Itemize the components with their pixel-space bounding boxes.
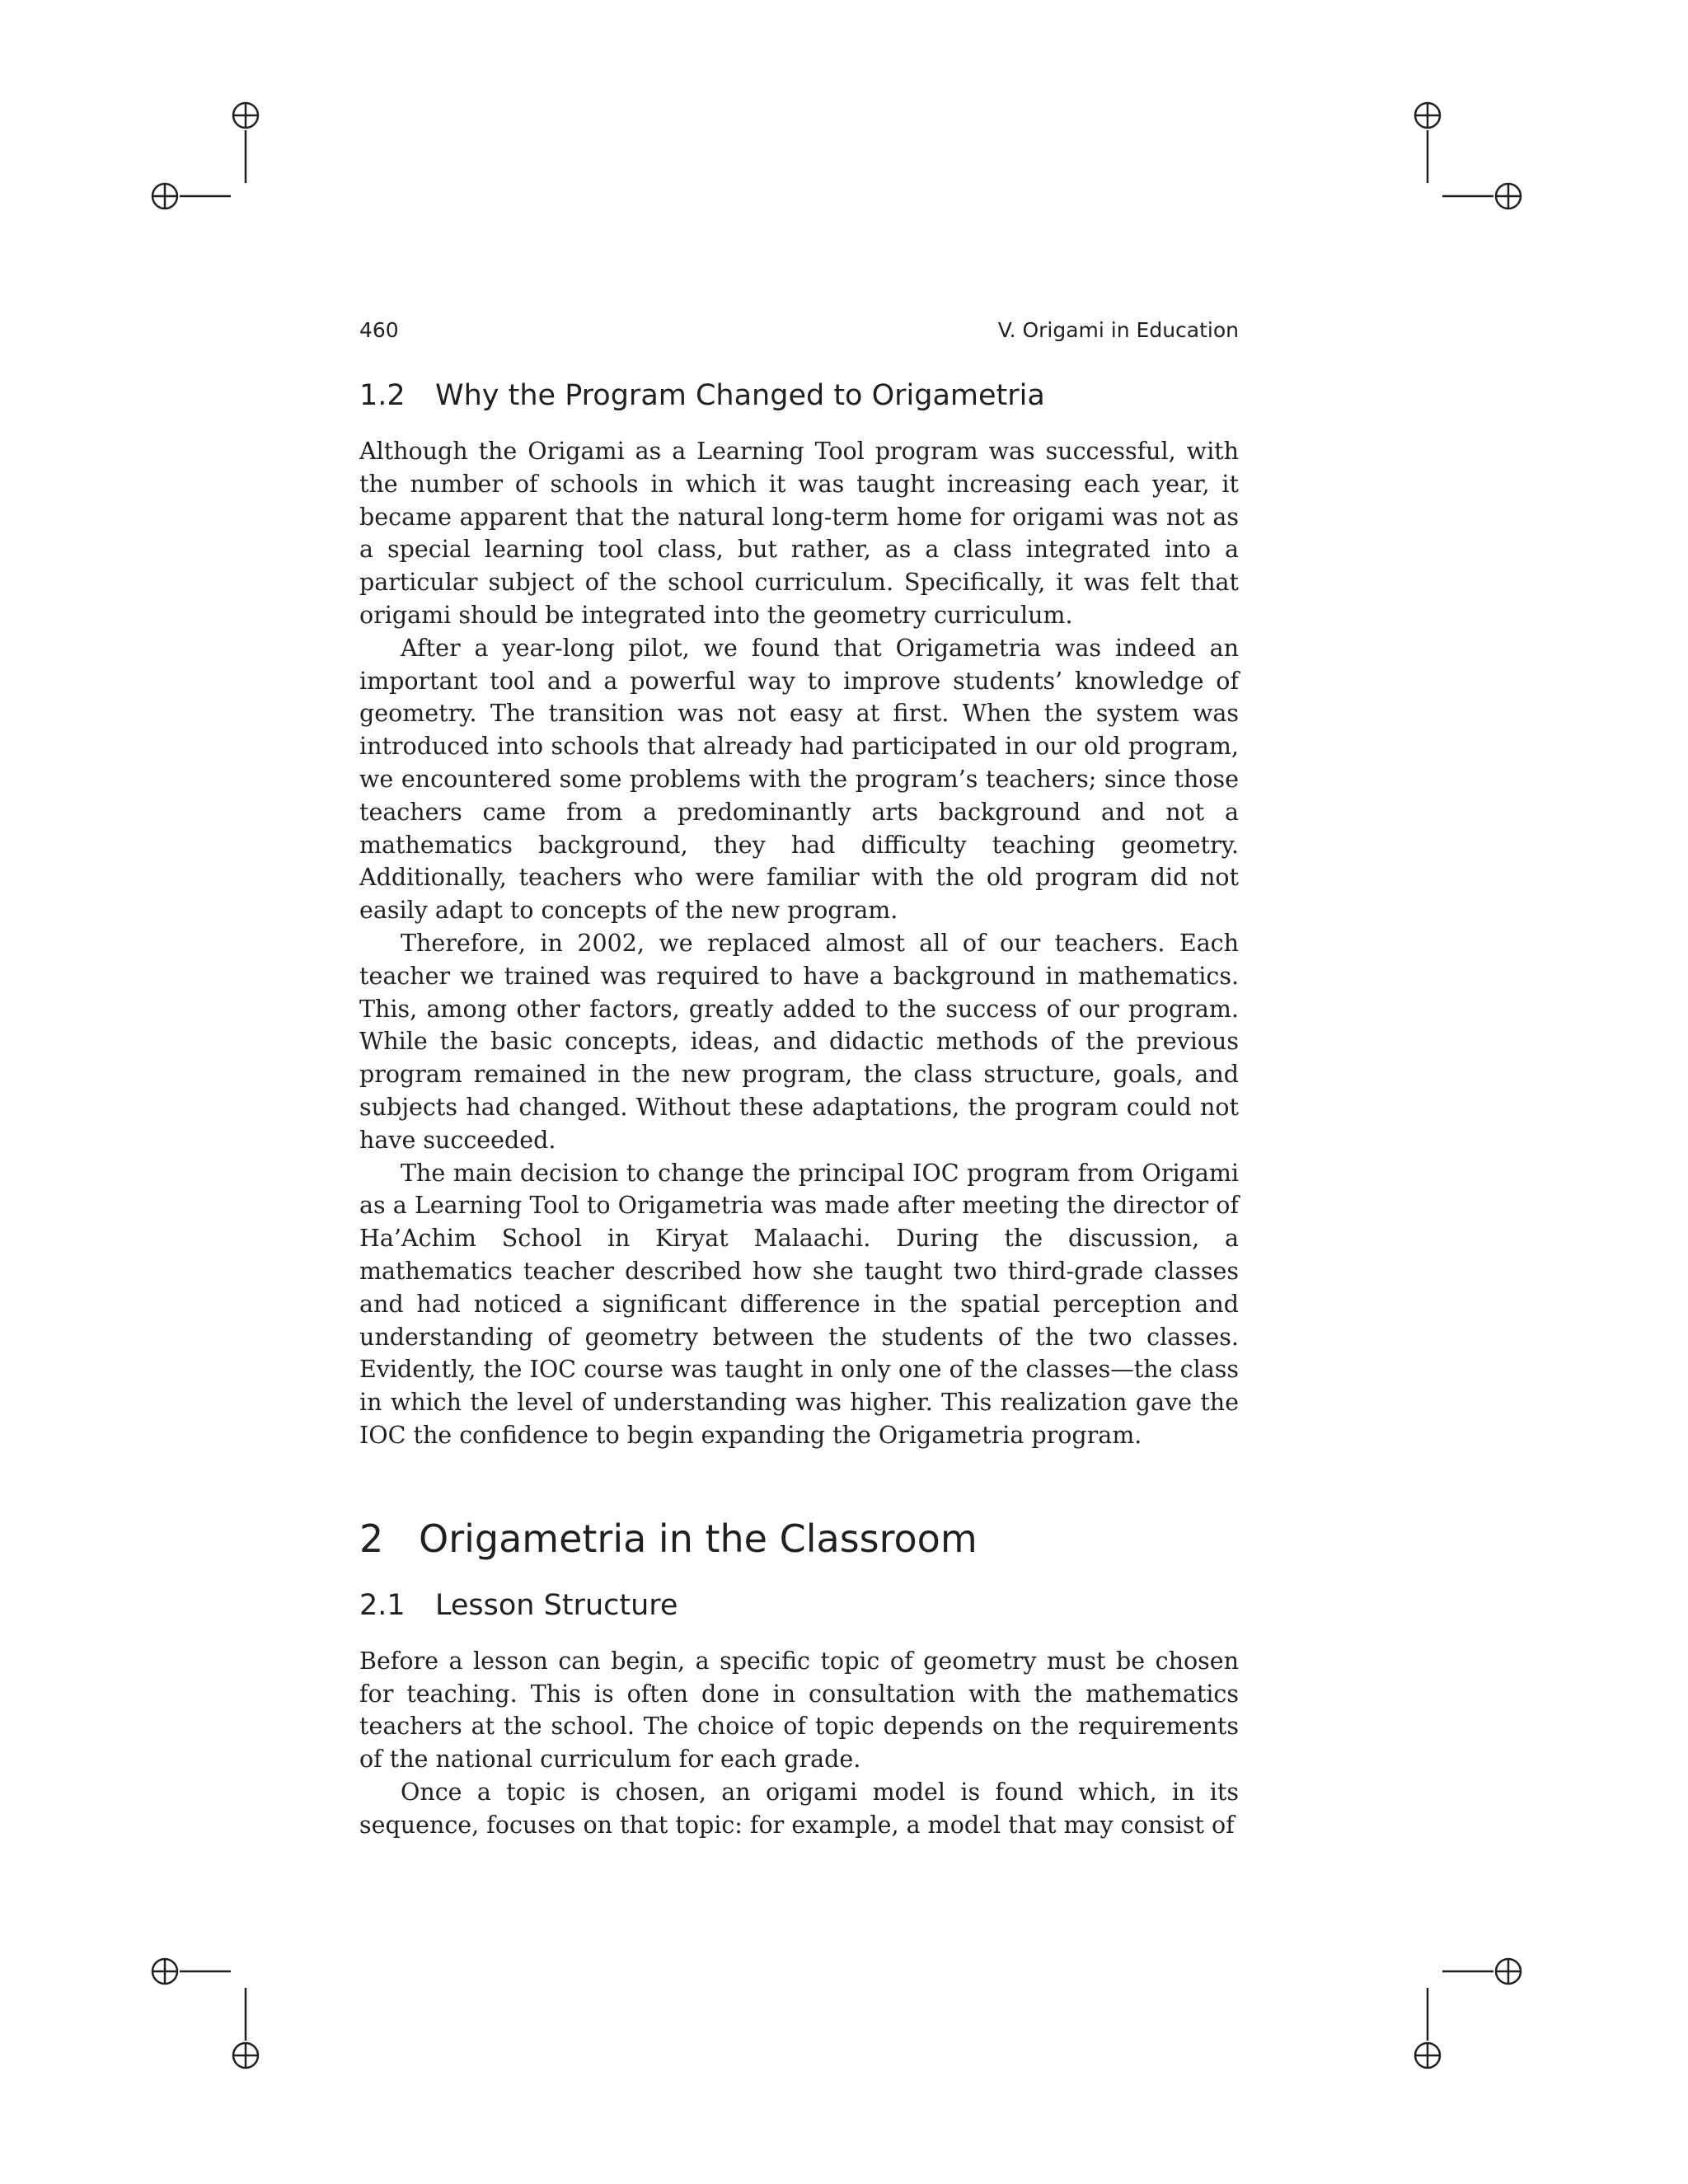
subsection-title: Why the Program Changed to Origametria xyxy=(435,379,1045,412)
section-heading-2 xyxy=(359,1516,1239,1561)
paragraph: Once a topic is chosen, an origami model is found which, in its sequence, focuses on that topic: for example, a model that may consist of xyxy=(359,1778,1239,1839)
crop-mark-bottom-left xyxy=(152,1959,258,2068)
subsection-heading-1-2 xyxy=(359,379,1239,412)
subsection-title: Lesson Structure xyxy=(435,1588,678,1622)
paragraph: Before a lesson can begin, a specific topic of geometry must be chosen for teaching. This is often done in consultation with the mathematics teachers at the school. The choice of topic depends on the requirements of the national curriculum for each grade. xyxy=(359,1647,1239,1774)
crop-mark-bottom-right xyxy=(1415,1959,1521,2068)
page-number: 460 xyxy=(359,318,399,342)
section-number: 2 xyxy=(359,1516,384,1561)
paragraph: Although the Origami as a Learning Tool program was successful, with the number of schools in which it was taught increasing each year, it became apparent that the natural long-term home for origami was not as a special learning tool class, but rather, as a class integrated into a particular subject of the school curriculum. Specifically, it was felt that origami should be integrated into the geometry curriculum. xyxy=(359,438,1239,629)
section-title: Origametria in the Classroom xyxy=(419,1516,978,1561)
crop-mark-top-right xyxy=(1415,103,1521,209)
subsection-number: 1.2 xyxy=(359,379,406,412)
paragraph: After a year-long pilot, we found that Origametria was indeed an important tool and a powerful way to improve students’ knowledge of geometry. The transition was not easy at first. When the system was introduced into schools that already had participated in our old program, we encountered some problems with the program’s teachers; since those teachers came from a predominantly arts background and not a mathematics background, they had difficulty teaching geometry. Additionally, teachers who were familiar with the old program did not easily adapt to concepts of the new program. xyxy=(359,634,1239,925)
paragraph: Therefore, in 2002, we replaced almost all of our teachers. Each teacher we trained was required to have a background in mathematics. This, among other factors, greatly added to the success of our program. While the basic concepts, ideas, and didactic methods of the previous program remained in the new program, the class structure, goals, and subjects had changed. Without these adaptations, the program could not have succeeded. xyxy=(359,929,1239,1154)
crop-mark-top-left xyxy=(152,103,258,209)
running-head xyxy=(359,318,1239,351)
subsection-number: 2.1 xyxy=(359,1588,406,1622)
running-head-title: V. Origami in Education xyxy=(997,318,1239,342)
page-content xyxy=(359,318,1239,1841)
subsection-heading-2-1 xyxy=(359,1589,1239,1622)
paragraph: The main decision to change the principal IOC program from Origami as a Learning Tool to Origametria was made after meeting the director of Ha’Achim School in Kiryat Malaachi. During the discussion, a mathematics teacher described how she taught two third-grade classes and had noticed a significant difference in the spatial perception and understanding of geometry between the students of the two classes. Evidently, the IOC course was taught in only one of the classes—the class in which the level of understanding was higher. This realization gave the IOC the confidence to begin expanding the Origametria program. xyxy=(359,1159,1239,1449)
